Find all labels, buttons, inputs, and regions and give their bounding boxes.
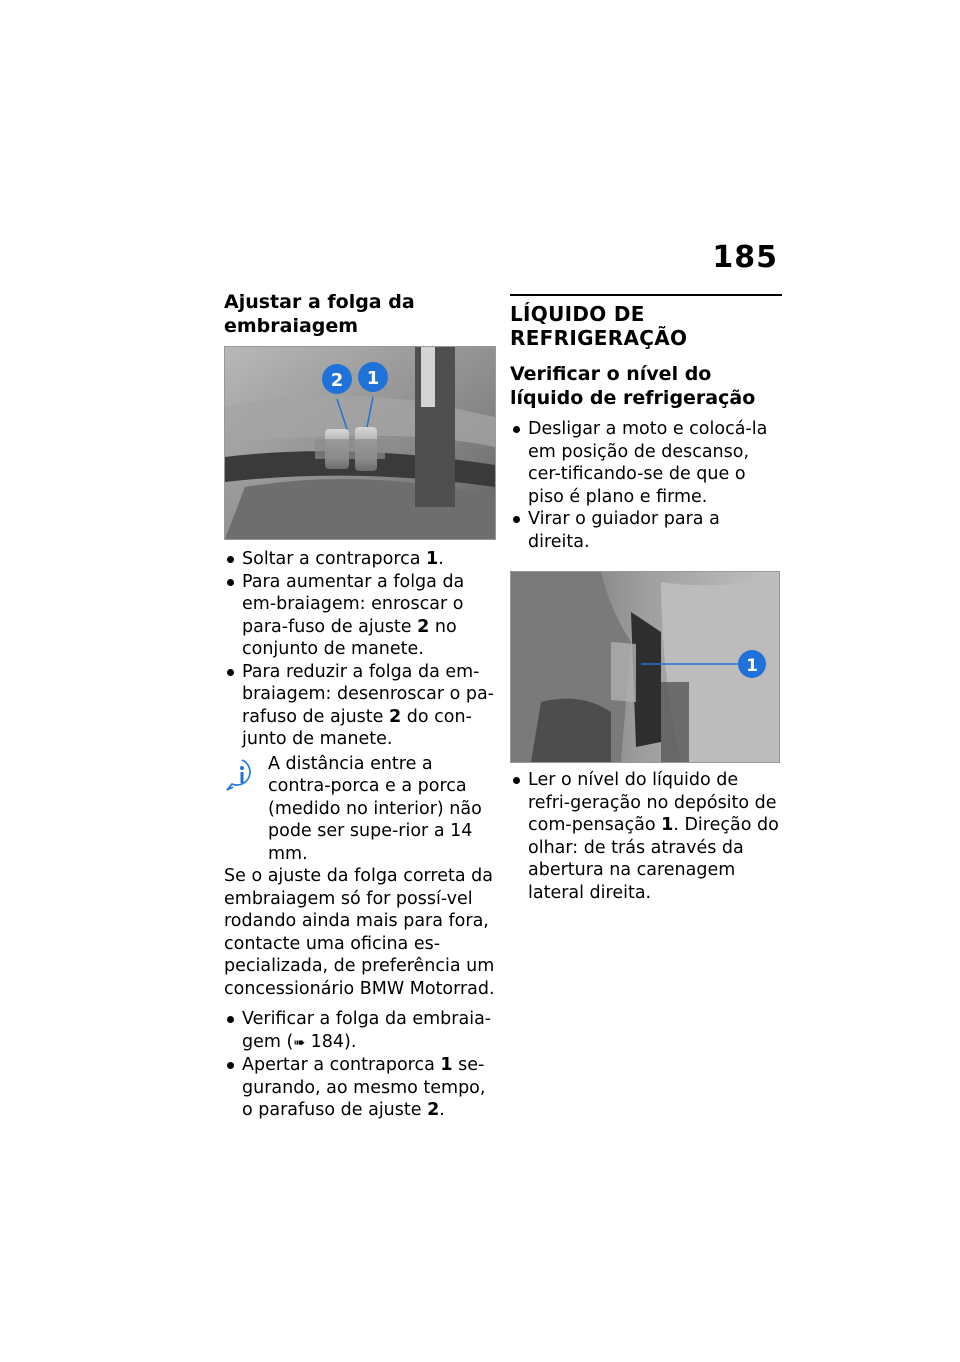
coolant-reservoir-illustration [511,572,779,762]
list-item: Ler o nível do líquido de refri-geração no depósito de com-pensação 1. Direção do olhar: de trás através da abertura na carenagem lateral direita. [510,769,782,904]
note-paragraph: Se o ajuste da folga correta da embraiagem só for possí-vel rodando ainda mais para fora, contacte uma oficina es-pecializada, de preferência um concessionário BMW Motorrad. [224,866,495,999]
list-item: Soltar a contraporca 1. [224,548,496,571]
list-item: Para aumentar a folga da em-braiagem: enroscar o para-fuso de ajuste 2 no conjunto de manete. [224,571,496,661]
list-item: Verificar a folga da embraia-gem (➠ 184). [224,1008,496,1054]
clutch-lever-photo [224,346,496,540]
clutch-steps-list [224,548,496,751]
left-column [224,290,496,1122]
callout-1: 1 [366,368,380,389]
right-column [510,290,782,904]
page-reference-link[interactable]: 184). [305,1031,357,1052]
page-reference-arrow-icon: ➠ [293,1034,306,1051]
list-item: Para reduzir a folga da em-braiagem: desenroscar o pa-rafuso de ajuste 2 do con-junto de manete. [224,661,496,751]
section-divider [510,294,782,356]
section-heading-coolant: LÍQUIDO DE REFRIGERAÇÃO [510,302,688,350]
clutch-lever-illustration [225,347,495,539]
section-heading-clutch: Ajustar a folga da embraiagem [224,291,415,337]
page-number: 185 [712,240,778,275]
info-icon [224,757,260,793]
callout-2: 2 [330,370,344,391]
coolant-prep-steps-list [510,418,782,553]
list-item: Virar o guiador para a direita. [510,508,782,553]
list-item: Apertar a contraporca 1 se-gurando, ao mesmo tempo, o parafuso de ajuste 2. [224,1054,496,1122]
subsection-heading: Verificar o nível do líquido de refrigeração [510,363,756,409]
clutch-final-steps-list [224,1008,496,1122]
coolant-reservoir-photo [510,571,780,763]
note-text: A distância entre a contra-porca e a porca (medido no interior) não pode ser supe-rior a 14 mm. [268,753,482,864]
info-note [224,753,496,866]
list-item: Desligar a moto e colocá-la em posição de descanso, cer-tificando-se de que o piso é plano e firme. [510,418,782,508]
callout-1: 1 [746,656,758,676]
coolant-check-steps-list [510,769,782,904]
